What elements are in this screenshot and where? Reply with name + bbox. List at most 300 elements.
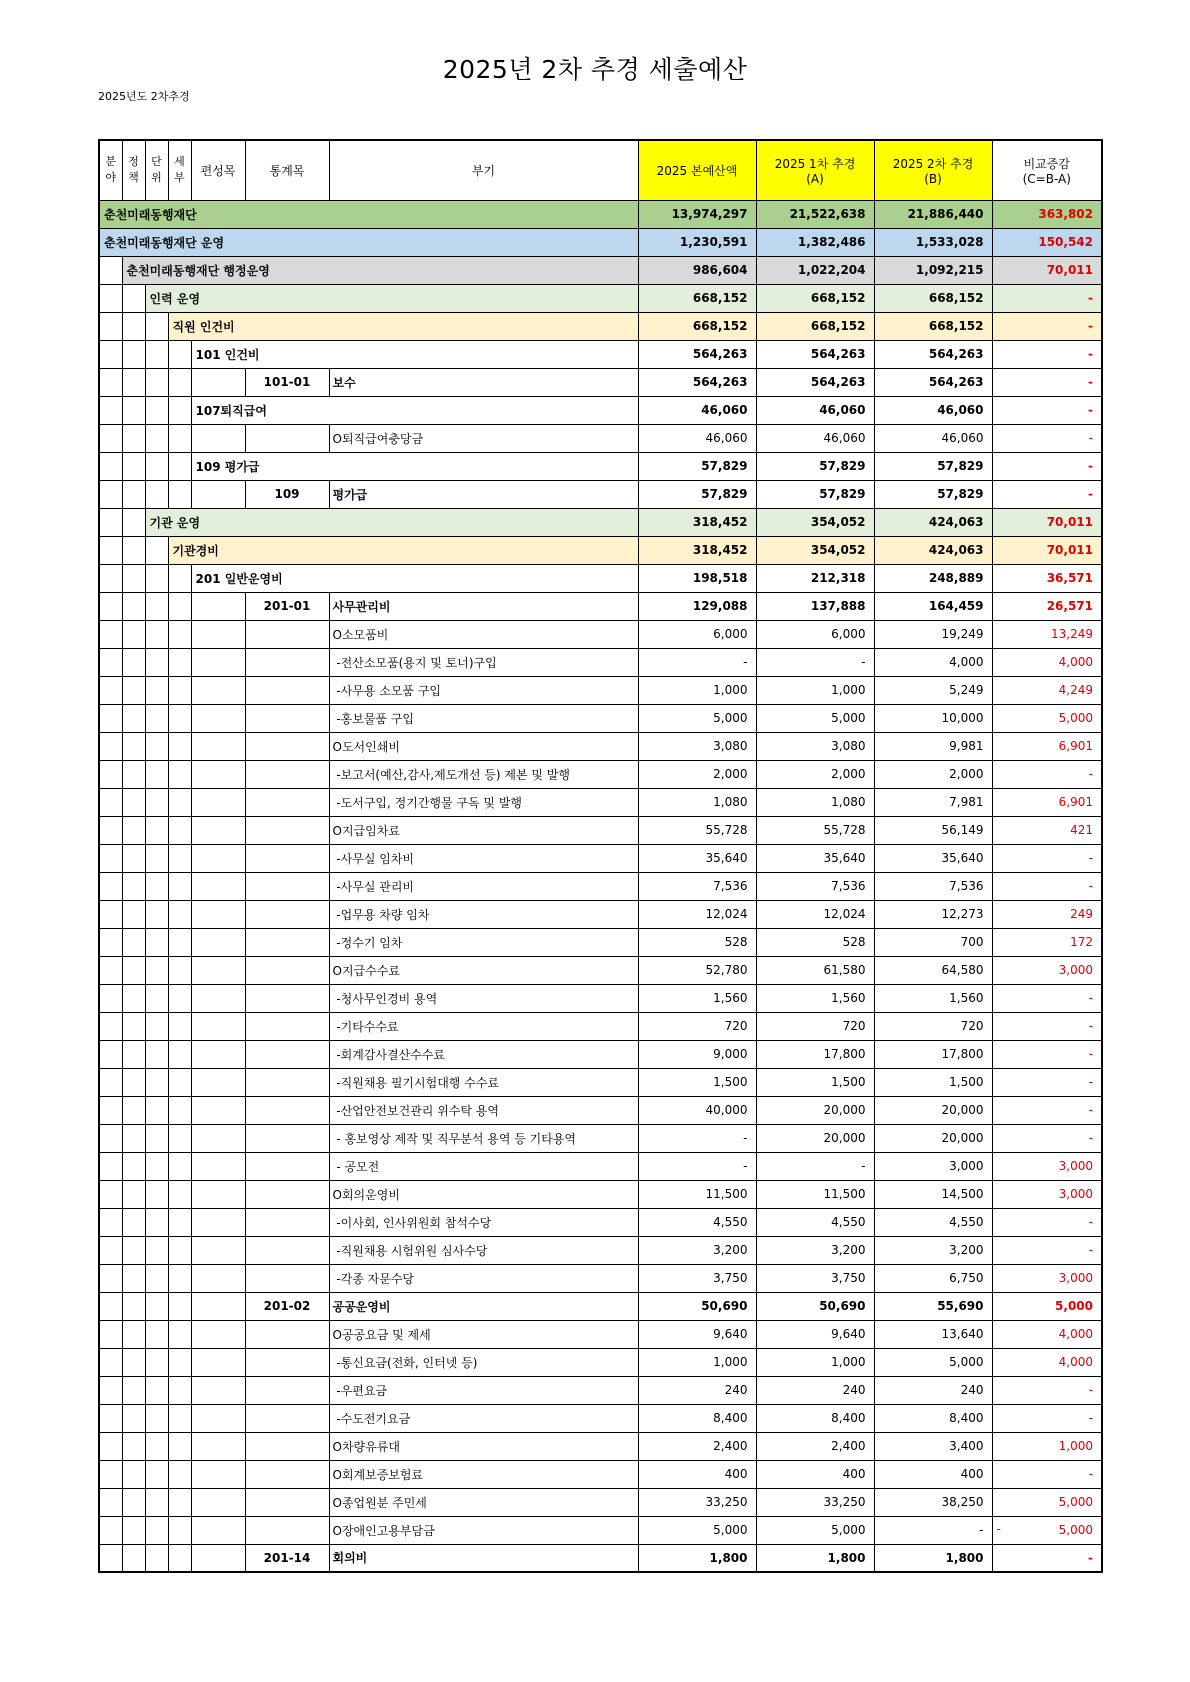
- difference-value: -: [992, 452, 1102, 480]
- header-bugi: 부기: [329, 140, 638, 200]
- empty-cell: [145, 1460, 168, 1488]
- second-supplementary-value: 700: [874, 928, 992, 956]
- row-label: O회계보증보험료: [329, 1460, 638, 1488]
- first-supplementary-value: 6,000: [756, 620, 874, 648]
- row-label: 기관경비: [168, 536, 638, 564]
- row-label: -홍보물품 구입: [329, 704, 638, 732]
- empty-cell: [145, 1152, 168, 1180]
- second-supplementary-value: 14,500: [874, 1180, 992, 1208]
- empty-cell: [99, 1376, 122, 1404]
- original-budget-value: 11,500: [638, 1180, 756, 1208]
- row-label: - 공모전: [329, 1152, 638, 1180]
- empty-cell: [168, 1516, 191, 1544]
- empty-cell: [245, 1068, 329, 1096]
- row-label: O차량유류대: [329, 1432, 638, 1460]
- original-budget-value: 57,829: [638, 452, 756, 480]
- empty-cell: [168, 760, 191, 788]
- table-row: [99, 956, 1102, 984]
- empty-cell: [99, 1012, 122, 1040]
- row-label: -직원채용 필기시험대행 수수료: [329, 1068, 638, 1096]
- empty-cell: [191, 1544, 245, 1572]
- empty-cell: [99, 368, 122, 396]
- empty-cell: [99, 788, 122, 816]
- empty-cell: [122, 816, 145, 844]
- empty-cell: [145, 592, 168, 620]
- empty-cell: [145, 1488, 168, 1516]
- empty-cell: [168, 424, 191, 452]
- table-row: [99, 844, 1102, 872]
- empty-cell: [145, 480, 168, 508]
- empty-cell: [191, 1516, 245, 1544]
- empty-cell: [191, 1124, 245, 1152]
- empty-cell: [145, 816, 168, 844]
- row-label: 101 인건비: [191, 340, 638, 368]
- second-supplementary-value: 400: [874, 1460, 992, 1488]
- empty-cell: [245, 732, 329, 760]
- table-row: [99, 480, 1102, 508]
- empty-cell: [168, 340, 191, 368]
- first-supplementary-value: 137,888: [756, 592, 874, 620]
- difference-value: 5,000: [992, 1488, 1102, 1516]
- difference-value: 4,000: [992, 1348, 1102, 1376]
- original-budget-value: 12,024: [638, 900, 756, 928]
- empty-cell: [99, 396, 122, 424]
- empty-cell: [145, 956, 168, 984]
- second-supplementary-value: 564,263: [874, 340, 992, 368]
- difference-value: -: [992, 1096, 1102, 1124]
- empty-cell: [168, 1180, 191, 1208]
- empty-cell: [122, 564, 145, 592]
- budget-table: [98, 139, 1103, 1573]
- empty-cell: [168, 1012, 191, 1040]
- original-budget-value: 528: [638, 928, 756, 956]
- empty-cell: [99, 1516, 122, 1544]
- difference-value: 70,011: [992, 536, 1102, 564]
- row-label: 인력 운영: [145, 284, 638, 312]
- row-label: - 홍보영상 제작 및 직무분석 용역 등 기타용역: [329, 1124, 638, 1152]
- empty-cell: [99, 760, 122, 788]
- second-supplementary-value: 4,000: [874, 648, 992, 676]
- empty-cell: [122, 452, 145, 480]
- empty-cell: [168, 592, 191, 620]
- empty-cell: [168, 844, 191, 872]
- original-budget-value: 1,080: [638, 788, 756, 816]
- second-supplementary-value: 5,000: [874, 1348, 992, 1376]
- empty-cell: [145, 1124, 168, 1152]
- budget-table-container: [98, 139, 1103, 1573]
- table-row: [99, 732, 1102, 760]
- empty-cell: [245, 1180, 329, 1208]
- second-supplementary-value: 20,000: [874, 1124, 992, 1152]
- empty-cell: [191, 704, 245, 732]
- second-supplementary-value: 13,640: [874, 1320, 992, 1348]
- empty-cell: [168, 1068, 191, 1096]
- second-supplementary-value: 240: [874, 1376, 992, 1404]
- row-label: O도서인쇄비: [329, 732, 638, 760]
- empty-cell: [99, 452, 122, 480]
- first-supplementary-value: 46,060: [756, 424, 874, 452]
- empty-cell: [245, 1404, 329, 1432]
- original-budget-value: 5,000: [638, 704, 756, 732]
- first-supplementary-value: 564,263: [756, 340, 874, 368]
- table-row: [99, 1068, 1102, 1096]
- empty-cell: [191, 1348, 245, 1376]
- second-supplementary-value: 38,250: [874, 1488, 992, 1516]
- second-supplementary-value: 46,060: [874, 396, 992, 424]
- table-row: [99, 508, 1102, 536]
- empty-cell: [99, 1348, 122, 1376]
- table-row: [99, 620, 1102, 648]
- header-difference: 비교증감 (C=B-A): [992, 140, 1102, 200]
- empty-cell: [99, 676, 122, 704]
- difference-value: 1,000: [992, 1432, 1102, 1460]
- row-label: -도서구입, 정기간행물 구독 및 발행: [329, 788, 638, 816]
- original-budget-value: 668,152: [638, 284, 756, 312]
- empty-cell: [245, 648, 329, 676]
- empty-cell: [168, 1432, 191, 1460]
- header-sebu: 세 부: [168, 140, 191, 200]
- row-label: -이사회, 인사위원회 참석수당: [329, 1208, 638, 1236]
- empty-cell: [99, 1040, 122, 1068]
- difference-value: 3,000: [992, 1264, 1102, 1292]
- difference-value: -: [992, 760, 1102, 788]
- empty-cell: [145, 704, 168, 732]
- empty-cell: [191, 1404, 245, 1432]
- row-label: -회계감사결산수수료: [329, 1040, 638, 1068]
- second-supplementary-value: 12,273: [874, 900, 992, 928]
- original-budget-value: 129,088: [638, 592, 756, 620]
- empty-cell: [145, 1320, 168, 1348]
- empty-cell: [168, 480, 191, 508]
- second-supplementary-value: 46,060: [874, 424, 992, 452]
- empty-cell: [168, 1152, 191, 1180]
- difference-value: 36,571: [992, 564, 1102, 592]
- empty-cell: [245, 956, 329, 984]
- second-supplementary-value: 9,981: [874, 732, 992, 760]
- empty-cell: [99, 1544, 122, 1572]
- empty-cell: [191, 872, 245, 900]
- original-budget-value: 318,452: [638, 508, 756, 536]
- row-label: O퇴직급여충당금: [329, 424, 638, 452]
- empty-cell: [245, 1040, 329, 1068]
- empty-cell: [122, 480, 145, 508]
- empty-cell: [99, 648, 122, 676]
- table-row: [99, 396, 1102, 424]
- empty-cell: [145, 1236, 168, 1264]
- stat-code: 101-01: [245, 368, 329, 396]
- empty-cell: [168, 1404, 191, 1432]
- empty-cell: [99, 536, 122, 564]
- first-supplementary-value: 50,690: [756, 1292, 874, 1320]
- empty-cell: [168, 1376, 191, 1404]
- original-budget-value: -: [638, 1124, 756, 1152]
- first-supplementary-value: 11,500: [756, 1180, 874, 1208]
- empty-cell: [168, 928, 191, 956]
- first-supplementary-value: 3,200: [756, 1236, 874, 1264]
- empty-cell: [122, 1292, 145, 1320]
- empty-cell: [168, 564, 191, 592]
- original-budget-value: 6,000: [638, 620, 756, 648]
- first-supplementary-value: 720: [756, 1012, 874, 1040]
- table-row: [99, 1124, 1102, 1152]
- difference-value: 5,000: [992, 1292, 1102, 1320]
- table-row: [99, 1208, 1102, 1236]
- empty-cell: [99, 1264, 122, 1292]
- original-budget-value: 33,250: [638, 1488, 756, 1516]
- original-budget-value: 1,800: [638, 1544, 756, 1572]
- header-second-supplementary: 2025 2차 추경 (B): [874, 140, 992, 200]
- empty-cell: [122, 844, 145, 872]
- first-supplementary-value: 57,829: [756, 452, 874, 480]
- original-budget-value: 40,000: [638, 1096, 756, 1124]
- first-supplementary-value: 2,000: [756, 760, 874, 788]
- second-supplementary-value: 64,580: [874, 956, 992, 984]
- empty-cell: [245, 1488, 329, 1516]
- empty-cell: [168, 1208, 191, 1236]
- table-row: [99, 424, 1102, 452]
- first-supplementary-value: 1,000: [756, 676, 874, 704]
- empty-cell: [191, 424, 245, 452]
- second-supplementary-value: 7,981: [874, 788, 992, 816]
- empty-cell: [191, 1292, 245, 1320]
- empty-cell: [99, 844, 122, 872]
- empty-cell: [191, 368, 245, 396]
- empty-cell: [122, 900, 145, 928]
- stat-code: 109: [245, 480, 329, 508]
- table-row: [99, 592, 1102, 620]
- original-budget-value: 1,560: [638, 984, 756, 1012]
- empty-cell: [245, 704, 329, 732]
- row-label: -산업안전보건관리 위수탁 용역: [329, 1096, 638, 1124]
- second-supplementary-value: 3,200: [874, 1236, 992, 1264]
- empty-cell: [122, 1320, 145, 1348]
- original-budget-value: 1,500: [638, 1068, 756, 1096]
- empty-cell: [122, 1096, 145, 1124]
- original-budget-value: 564,263: [638, 368, 756, 396]
- original-budget-value: 46,060: [638, 396, 756, 424]
- difference-value: -: [992, 1012, 1102, 1040]
- empty-cell: [191, 788, 245, 816]
- original-budget-value: 7,536: [638, 872, 756, 900]
- empty-cell: [191, 1432, 245, 1460]
- empty-cell: [99, 1180, 122, 1208]
- difference-value: -: [992, 312, 1102, 340]
- negative-sign: -: [996, 1521, 1001, 1536]
- empty-cell: [168, 396, 191, 424]
- difference-value: 70,011: [992, 508, 1102, 536]
- table-row: [99, 1152, 1102, 1180]
- original-budget-value: 318,452: [638, 536, 756, 564]
- empty-cell: [122, 732, 145, 760]
- empty-cell: [245, 1376, 329, 1404]
- empty-cell: [99, 1236, 122, 1264]
- empty-cell: [122, 1180, 145, 1208]
- first-supplementary-value: 5,000: [756, 1516, 874, 1544]
- table-row: [99, 1292, 1102, 1320]
- empty-cell: [191, 480, 245, 508]
- difference-value: 26,571: [992, 592, 1102, 620]
- difference-value: -: [992, 424, 1102, 452]
- empty-cell: [191, 732, 245, 760]
- difference-value: -: [992, 1404, 1102, 1432]
- empty-cell: [99, 312, 122, 340]
- table-row: [99, 1320, 1102, 1348]
- row-label: 기관 운영: [145, 508, 638, 536]
- difference-value: 6,901: [992, 788, 1102, 816]
- empty-cell: [145, 844, 168, 872]
- first-supplementary-value: 3,080: [756, 732, 874, 760]
- first-supplementary-value: 4,550: [756, 1208, 874, 1236]
- first-supplementary-value: 668,152: [756, 284, 874, 312]
- second-supplementary-value: 57,829: [874, 452, 992, 480]
- empty-cell: [191, 816, 245, 844]
- empty-cell: [122, 592, 145, 620]
- original-budget-value: 5,000: [638, 1516, 756, 1544]
- empty-cell: [245, 1096, 329, 1124]
- table-row: [99, 228, 1102, 256]
- difference-value: 421: [992, 816, 1102, 844]
- table-row: [99, 1488, 1102, 1516]
- first-supplementary-value: 12,024: [756, 900, 874, 928]
- empty-cell: [168, 1488, 191, 1516]
- empty-cell: [168, 1124, 191, 1152]
- second-supplementary-value: 2,000: [874, 760, 992, 788]
- table-row: [99, 1096, 1102, 1124]
- first-supplementary-value: 55,728: [756, 816, 874, 844]
- empty-cell: [145, 928, 168, 956]
- empty-cell: [122, 396, 145, 424]
- second-supplementary-value: 164,459: [874, 592, 992, 620]
- first-supplementary-value: 528: [756, 928, 874, 956]
- stat-code: 201-14: [245, 1544, 329, 1572]
- empty-cell: [99, 900, 122, 928]
- second-supplementary-value: 424,063: [874, 536, 992, 564]
- first-supplementary-value: 1,560: [756, 984, 874, 1012]
- empty-cell: [191, 1012, 245, 1040]
- empty-cell: [245, 1152, 329, 1180]
- empty-cell: [245, 900, 329, 928]
- empty-cell: [122, 788, 145, 816]
- empty-cell: [99, 1068, 122, 1096]
- empty-cell: [168, 1348, 191, 1376]
- original-budget-value: 8,400: [638, 1404, 756, 1432]
- table-row: [99, 676, 1102, 704]
- original-budget-value: 55,728: [638, 816, 756, 844]
- empty-cell: [145, 760, 168, 788]
- original-budget-value: 668,152: [638, 312, 756, 340]
- empty-cell: [168, 1460, 191, 1488]
- first-supplementary-value: -: [756, 648, 874, 676]
- row-label: 춘천미래동행재단: [99, 200, 638, 228]
- empty-cell: [145, 1208, 168, 1236]
- row-label: -사무실 임차비: [329, 844, 638, 872]
- empty-cell: [122, 1432, 145, 1460]
- empty-cell: [191, 1460, 245, 1488]
- first-supplementary-value: 5,000: [756, 704, 874, 732]
- row-label: -사무실 관리비: [329, 872, 638, 900]
- original-budget-value: 46,060: [638, 424, 756, 452]
- second-supplementary-value: 424,063: [874, 508, 992, 536]
- difference-value: -: [992, 284, 1102, 312]
- first-supplementary-value: 21,522,638: [756, 200, 874, 228]
- empty-cell: [122, 312, 145, 340]
- row-label: 109 평가급: [191, 452, 638, 480]
- empty-cell: [245, 676, 329, 704]
- empty-cell: [191, 1320, 245, 1348]
- first-supplementary-value: 212,318: [756, 564, 874, 592]
- second-supplementary-value: 1,560: [874, 984, 992, 1012]
- second-supplementary-value: 668,152: [874, 312, 992, 340]
- empty-cell: [145, 1544, 168, 1572]
- difference-value: -: [992, 340, 1102, 368]
- original-budget-value: 720: [638, 1012, 756, 1040]
- empty-cell: [99, 928, 122, 956]
- difference-value: 3,000: [992, 956, 1102, 984]
- empty-cell: [245, 1236, 329, 1264]
- row-label: O공공요금 및 제세: [329, 1320, 638, 1348]
- table-row: [99, 200, 1102, 228]
- first-supplementary-value: 17,800: [756, 1040, 874, 1068]
- empty-cell: [191, 760, 245, 788]
- empty-cell: [168, 1320, 191, 1348]
- original-budget-value: 4,550: [638, 1208, 756, 1236]
- difference-value: 249: [992, 900, 1102, 928]
- document-subtitle: 2025년도 2차추경: [98, 90, 190, 103]
- empty-cell: [122, 760, 145, 788]
- second-supplementary-value: 35,640: [874, 844, 992, 872]
- header-bunya: 분 야: [99, 140, 122, 200]
- empty-cell: [168, 620, 191, 648]
- empty-cell: [122, 1012, 145, 1040]
- empty-cell: [122, 1264, 145, 1292]
- empty-cell: [168, 732, 191, 760]
- second-supplementary-value: 668,152: [874, 284, 992, 312]
- row-label: 사무관리비: [329, 592, 638, 620]
- second-supplementary-value: -: [874, 1516, 992, 1544]
- empty-cell: [99, 284, 122, 312]
- table-row: [99, 788, 1102, 816]
- stat-code: 201-01: [245, 592, 329, 620]
- original-budget-value: 13,974,297: [638, 200, 756, 228]
- empty-cell: [122, 1488, 145, 1516]
- empty-cell: [99, 1208, 122, 1236]
- empty-cell: [245, 872, 329, 900]
- original-budget-value: 2,400: [638, 1432, 756, 1460]
- row-label: -업무용 차량 임차: [329, 900, 638, 928]
- original-budget-value: 2,000: [638, 760, 756, 788]
- empty-cell: [145, 536, 168, 564]
- empty-cell: [191, 1376, 245, 1404]
- difference-value: 4,000: [992, 1320, 1102, 1348]
- empty-cell: [99, 620, 122, 648]
- table-row: [99, 928, 1102, 956]
- row-label: 춘천미래동행재단 행정운영: [122, 256, 638, 284]
- table-row: [99, 1012, 1102, 1040]
- empty-cell: [145, 984, 168, 1012]
- table-row: [99, 872, 1102, 900]
- second-supplementary-value: 57,829: [874, 480, 992, 508]
- empty-cell: [168, 956, 191, 984]
- table-row: [99, 312, 1102, 340]
- empty-cell: [122, 872, 145, 900]
- difference-value: -: [992, 872, 1102, 900]
- difference-value: -: [992, 1544, 1102, 1572]
- row-label: -직원채용 시험위원 심사수당: [329, 1236, 638, 1264]
- empty-cell: [99, 256, 122, 284]
- empty-cell: [122, 1516, 145, 1544]
- empty-cell: [191, 1152, 245, 1180]
- empty-cell: [122, 1544, 145, 1572]
